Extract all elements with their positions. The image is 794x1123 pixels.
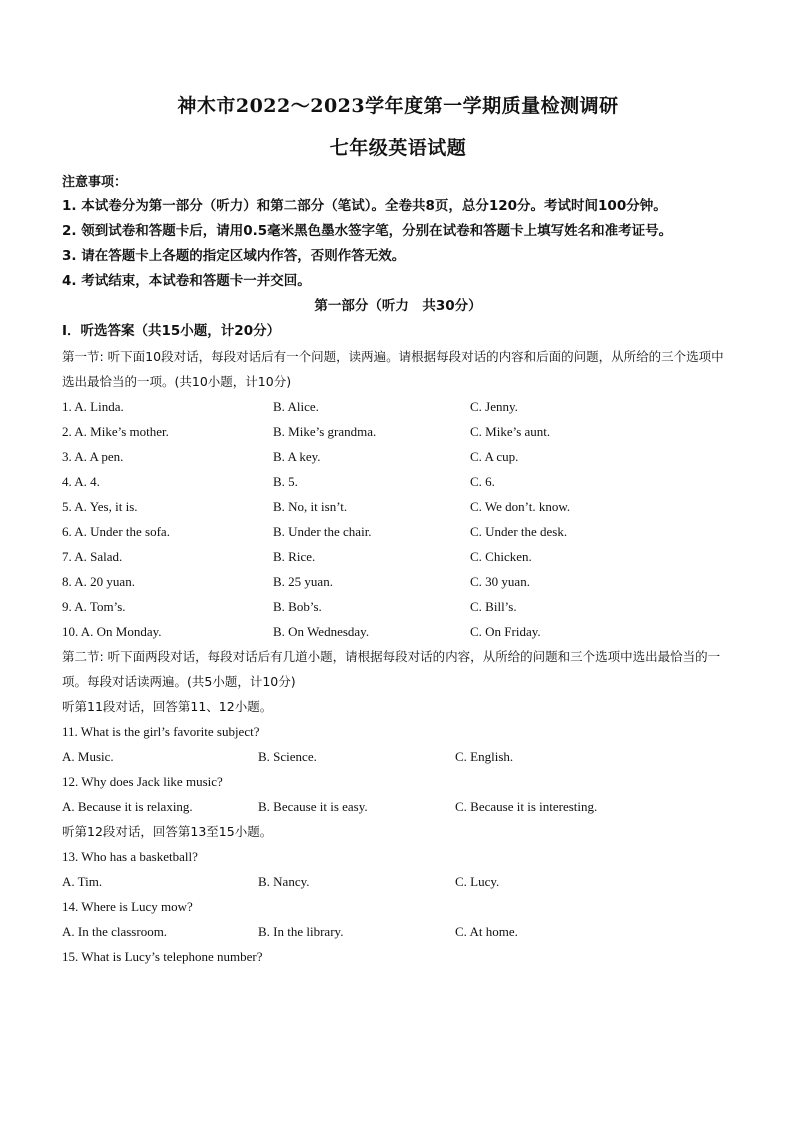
option-b: B. Under the chair. — [273, 524, 372, 539]
exam-page — [62, 92, 734, 969]
option-c: C. We don’t. know. — [470, 499, 571, 514]
option-b: B. Mike’s grandma. — [273, 424, 377, 439]
question-row — [62, 394, 734, 419]
option-b: B. Science. — [258, 749, 317, 764]
option-c: C. 30 yuan. — [470, 574, 530, 589]
note-item: 1. 本试卷分为第一部分（听力）和第二部分（笔试）。全卷共8页，总分120分。考试时间100分钟。 — [62, 198, 667, 214]
options-row — [62, 919, 734, 944]
question-row — [62, 444, 734, 469]
question-14: 14. Where is Lucy mow? — [62, 899, 193, 914]
option-a: 4. A. 4. — [62, 474, 100, 489]
question-12: 12. Why does Jack like music? — [62, 774, 223, 789]
option-c: C. Bill’s. — [470, 599, 517, 614]
option-b: B. Nancy. — [258, 874, 310, 889]
option-a: A. In the classroom. — [62, 924, 168, 939]
option-b: B. 25 yuan. — [273, 574, 333, 589]
option-b: B. On Wednesday. — [273, 624, 370, 639]
option-a: 5. A. Yes, it is. — [62, 499, 138, 514]
options-row — [62, 794, 734, 819]
question-row — [62, 569, 734, 594]
option-b: B. Bob’s. — [273, 599, 322, 614]
notes-heading: 注意事项： — [62, 175, 128, 190]
option-c: C. Under the desk. — [470, 524, 568, 539]
option-b: B. 5. — [273, 474, 298, 489]
option-a: A. Tim. — [62, 874, 103, 889]
option-a: A. Music. — [62, 749, 114, 764]
section-one-title: Ⅰ．听选答案（共15小题，计20分） — [62, 323, 281, 339]
part-one-title: 第一部分（听力 共30分） — [314, 298, 482, 314]
option-c: C. Because it is interesting. — [455, 799, 598, 814]
option-c: C. On Friday. — [470, 624, 541, 639]
subsection-one-intro: 第一节: 听下面10段对话，每段对话后有一个问题，读两遍。请根据每段对话的内容和后面的问题，从所给的三个选项中选出最恰当的一项。(共10小题，计10分) — [62, 349, 724, 389]
question-15: 15. What is Lucy’s telephone number? — [62, 949, 263, 964]
option-b: B. Alice. — [273, 399, 319, 414]
question-list-1-10 — [62, 394, 734, 644]
question-row — [62, 494, 734, 519]
option-c: C. Chicken. — [470, 549, 532, 564]
option-a: 10. A. On Monday. — [62, 624, 162, 639]
option-b: B. Because it is easy. — [258, 799, 368, 814]
question-row — [62, 619, 734, 644]
option-a: 8. A. 20 yuan. — [62, 574, 135, 589]
option-c: C. Jenny. — [470, 399, 518, 414]
option-a: 9. A. Tom’s. — [62, 599, 126, 614]
option-b: B. Rice. — [273, 549, 316, 564]
note-item: 3. 请在答题卡上各题的指定区域内作答，否则作答无效。 — [62, 248, 406, 264]
option-c: C. Lucy. — [455, 874, 500, 889]
option-a: 2. A. Mike’s mother. — [62, 424, 169, 439]
question-row — [62, 469, 734, 494]
subsection-two-intro: 第二节: 听下面两段对话，每段对话后有几道小题，请根据每段对话的内容，从所给的问题和三个选项中选出最恰当的一项。每段对话读两遍。(共5小题，计10分) — [62, 649, 721, 689]
note-item: 4. 考试结束，本试卷和答题卡一并交回。 — [62, 273, 311, 289]
question-11: 11. What is the girl’s favorite subject? — [62, 724, 260, 739]
option-a: A. Because it is relaxing. — [62, 799, 193, 814]
exam-title: 神木市2022～2023学年度第一学期质量检测调研 — [177, 95, 619, 117]
option-b: B. In the library. — [258, 924, 344, 939]
option-c: C. At home. — [455, 924, 518, 939]
options-row — [62, 869, 734, 894]
option-c: C. 6. — [470, 474, 495, 489]
question-row — [62, 594, 734, 619]
option-c: C. A cup. — [470, 449, 519, 464]
options-row — [62, 744, 734, 769]
dialog-11-intro: 听第11段对话，回答第11、12小题。 — [62, 699, 273, 714]
question-13: 13. Who has a basketball? — [62, 849, 198, 864]
option-a: 6. A. Under the sofa. — [62, 524, 170, 539]
question-row — [62, 544, 734, 569]
dialog-12-intro: 听第12段对话，回答第13至15小题。 — [62, 824, 273, 839]
note-item: 2. 领到试卷和答题卡后，请用0.5毫米黑色墨水签字笔，分别在试卷和答题卡上填写姓名和准考证号。 — [62, 223, 673, 239]
option-a: 1. A. Linda. — [62, 399, 124, 414]
option-b: B. A key. — [273, 449, 321, 464]
option-c: C. Mike’s aunt. — [470, 424, 551, 439]
exam-subtitle: 七年级英语试题 — [329, 137, 467, 159]
option-c: C. English. — [455, 749, 514, 764]
option-a: 3. A. A pen. — [62, 449, 124, 464]
option-b: B. No, it isn’t. — [273, 499, 348, 514]
option-a: 7. A. Salad. — [62, 549, 123, 564]
question-row — [62, 519, 734, 544]
question-row — [62, 419, 734, 444]
